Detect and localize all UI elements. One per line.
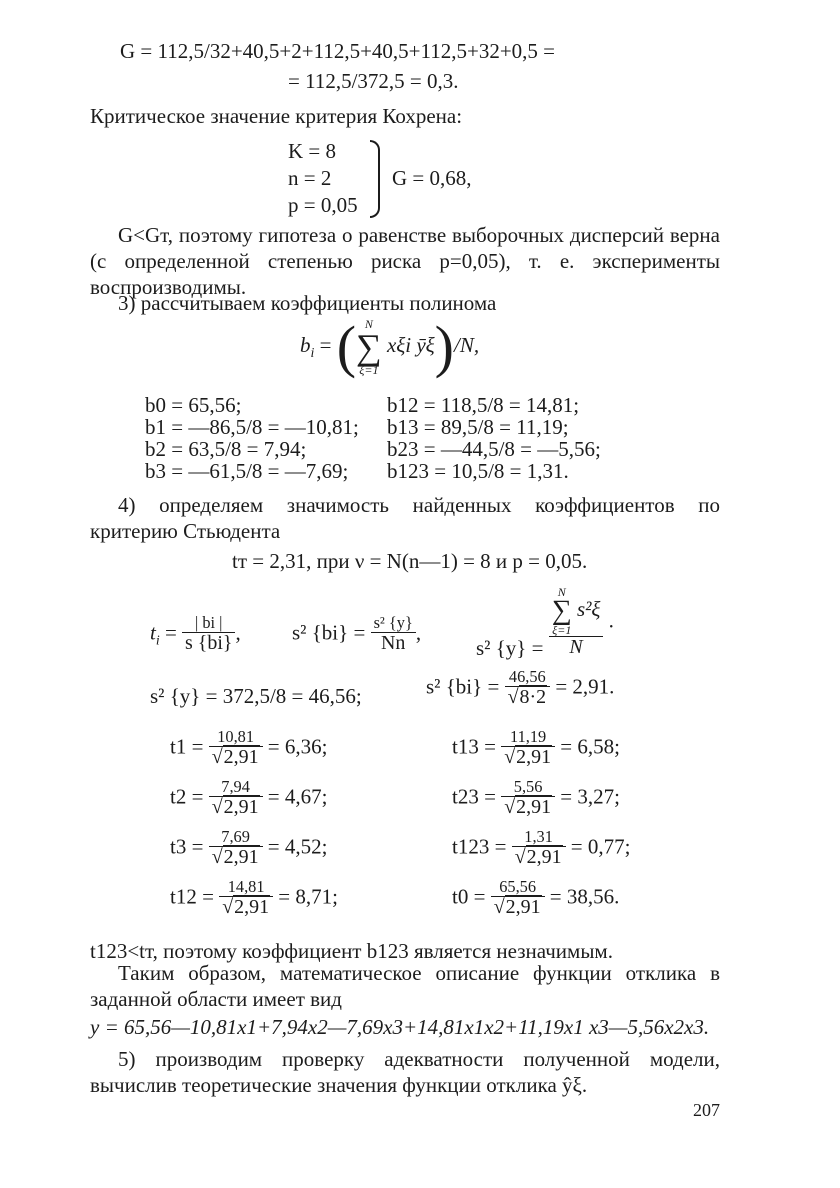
coef-b13: b13 = 89,5/8 = 11,19; (387, 415, 569, 439)
cochran-brace (370, 140, 380, 218)
formula-b: b (300, 332, 311, 357)
t12-value: t12 = $\frac{14,81}{√2,91}$ = 8,71; (170, 877, 338, 918)
cochran-k: K = 8 (288, 139, 337, 163)
step5-text: 5) производим проверку адекватности полученной модели, вычислив теоретические значения функции отклика ŷξ. (90, 1047, 720, 1097)
g-calc-line2: = 112,5/372,5 = 0,3. (288, 69, 459, 93)
conclusion-line1: t123<tт, поэтому коэффициент b123 является незначимым. (90, 939, 613, 963)
close-paren: ) (434, 314, 454, 379)
coef-b123: b123 = 10,5/8 = 1,31. (387, 459, 569, 483)
sb-fraction: $\frac{\text{s² \{y\}}}{Nn}$ (371, 614, 416, 655)
coefficient-formula (300, 314, 480, 380)
g-calc-line1: G = 112,5/32+40,5+2+112,5+40,5+112,5+32+0,5 = (120, 39, 556, 63)
conclusion-line2: Таким образом, математическое описание функции отклика в заданной области имеет вид (90, 961, 720, 1011)
sy-sum-sign: N ∑ ξ=1 (551, 585, 572, 637)
cochran-intro: Критическое значение критерия Кохрена: (90, 104, 463, 128)
cochran-p: p = 0,05 (288, 193, 358, 217)
t123-value: t123 = $\frac{1,31}{√2,91}$ = 0,77; (452, 827, 631, 868)
open-paren: ( (336, 314, 357, 379)
t0-value: t0 = $\frac{65,56}{√2,91}$ = 38,56. (452, 877, 620, 918)
sb-formula: s² {bi} = $\frac{\text{s² \{y\}}}{Nn}$ , (292, 613, 422, 654)
step3-text: 3) рассчитываем коэффициенты полинома (118, 291, 497, 315)
sy-formula: s² {y} = N ∑ ξ=1 s²ξ N . (476, 585, 614, 661)
t3-value: t3 = $\frac{7,69}{√2,91}$ = 4,52; (170, 827, 328, 868)
formula-summand: xξi ȳξ (386, 332, 435, 357)
t13-value: t13 = $\frac{11,19}{√2,91}$ = 6,58; (452, 727, 620, 768)
cochran-g: G = 0,68, (392, 166, 472, 190)
coef-b1: b1 = —86,5/8 = —10,81; (145, 415, 359, 439)
coef-b3: b3 = —61,5/8 = —7,69; (145, 459, 349, 483)
t23-value: t23 = $\frac{5,56}{√2,91}$ = 3,27; (452, 777, 620, 818)
coef-b23: b23 = —44,5/8 = —5,56; (387, 437, 601, 461)
formula-tail: /N, (454, 332, 480, 357)
cochran-n: n = 2 (288, 166, 332, 190)
coef-b2: b2 = 63,5/8 = 7,94; (145, 437, 307, 461)
response-equation: y = 65,56—10,81x1+7,94x2—7,69x3+14,81x1x2+11,19x1 x3—5,56x2x3. (90, 1015, 710, 1039)
t2-value: t2 = $\frac{7,94}{√2,91}$ = 4,67; (170, 777, 328, 818)
document-page: G = 112,5/32+40,5+2+112,5+40,5+112,5+32+0,5 = = 112,5/372,5 = 0,3. Критическое значение критерия Кохрена: K = 8 n = 2 p = 0,05 G = 0,68, G<Gт, поэтому гипотеза о равенстве выборочных дисперсий верна (с определенной степенью риска p=0,05), т. е. эксперименты воспроизводимы. 3) рассчитываем коэффициенты полинома $b_i$ = ( N ∑ ξ=1 xξi ȳξ)/N, b0 = 65,56; b1 = —86,5/8 = —10,81; b2 = 63,5/8 = 7,94; b3 = —61,5/8 = —7,69; b12 = 118,5/8 = 14,81; b13 = 89,5/8 = 11,19; b23 = —44,5/8 = —5,56; b123 = 10,5/8 = 1,31. 4) определяем значимость найденных коэффициентов по критерию Стьюдента tт = 2,31, при ν = N(n—1) = 8 и p = 0,05. $t_i$ = $\frac{| bi |}{s \{bi\}}$ , s² {bi} = $\frac{\text{s² \{y\}}}{Nn}$ , s² {y} = N ∑ ξ=1 s²ξ N . s² {y} = 372,5/8 = 46,56; s² {bi} = $\frac{46,56}{√8\cdot 2}$ = 2,91. t1 = $\frac{10,81}{√2,91}$ = 6,36; t2 = $\frac{7,94}{√2,91}$ = 4,67; t3 = $\frac{7,69}{√2,91}$ = 4,52; t12 = $\frac{14,81}{√2,91}$ = 8,71; t13 = $\frac{11,19}{√2,91}$ = 6,58; t23 = $\frac{5,56}{√2,91}$ = 3,27; t123 = $\frac{1,31}{√2,91}$ = 0,77; t0 = $\frac{65,56}{√2,91}$ = 38,56. t123<tт, поэтому коэффициент b123 является незначимым. Таким образом, математическое описание функции отклика в заданной области имеет вид y = 65,56—10,81x1+7,94x2—7,69x3+14,81x1x2+11,19x1 x3—5,56x2x3. 5) производим проверку адекватности полученной модели, вычислив теоретические значения функции отклика ŷξ. 207 (0, 0, 840, 1188)
coef-b0: b0 = 65,56; (145, 393, 242, 417)
ti-fraction: $\frac{| bi |}{s \{bi\}}$ (182, 614, 235, 655)
sy-fraction: N ∑ ξ=1 s²ξ N (549, 586, 604, 659)
t-critical: tт = 2,31, при ν = N(n—1) = 8 и p = 0,05. (232, 549, 588, 573)
t1-value: t1 = $\frac{10,81}{√2,91}$ = 6,36; (170, 727, 328, 768)
sum-sign: N ∑ ξ=1 (356, 317, 382, 377)
step4-text: 4) определяем значимость найденных коэффициентов по критерию Стьюдента (90, 493, 720, 543)
variance-sy: s² {y} = 372,5/8 = 46,56; (150, 684, 362, 708)
formula-eq: = (319, 332, 332, 357)
variance-sb: s² {bi} = $\frac{46,56}{√8\cdot 2}$ = 2,91. (426, 667, 615, 708)
hypothesis-paragraph: G<Gт, поэтому гипотеза о равенстве выборочных дисперсий верна (с определенной степенью риска p=0,05), т. е. эксперименты воспроизводимы. (90, 223, 720, 299)
formula-b-sub: i (310, 345, 315, 360)
coef-b12: b12 = 118,5/8 = 14,81; (387, 393, 580, 417)
page-number: 207 (693, 1100, 720, 1120)
